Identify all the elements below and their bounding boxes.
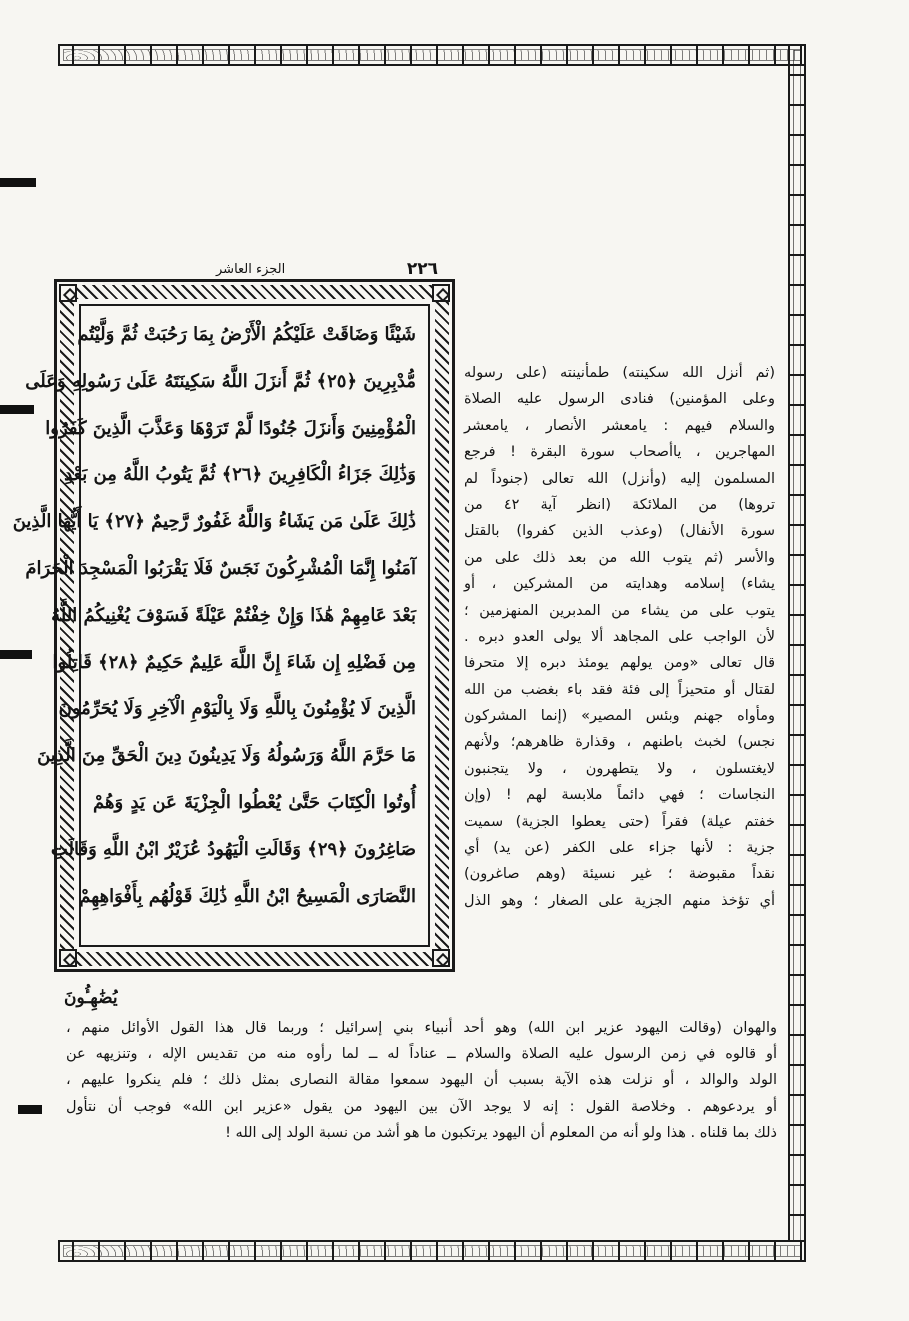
verse-line: أُوتُوا الْكِتَابَ حَتَّىٰ يُعْطُوا الْجِزْيَةَ عَن يَدٍ وَهُمْ (93, 791, 416, 813)
verse-line: الْمُؤْمِنِينَ وَأَنزَلَ جُنُودًا لَّمْ تَرَوْهَا وَعَذَّبَ الَّذِينَ كَفَرُوا (45, 417, 416, 439)
commentary-line: (ثم أنزل الله سكينته) طمأنينته (على رسوله (464, 365, 775, 381)
commentary-line: نقداً مقبوضة ؛ غير نسيئة (وهم صاغرون) (464, 866, 775, 883)
commentary-line: نجس) لخبث باطنهم ، وقذارة ظاهرهم؛ ولأنهم (464, 734, 775, 751)
verse-line: مَا حَرَّمَ اللَّهُ وَرَسُولُهُ وَلَا يَدِينُونَ دِينَ الْحَقِّ مِنَ الَّذِينَ (37, 745, 416, 767)
corner-ornament-icon (432, 949, 450, 967)
commentary-line: ومأواه جهنم وبئس المصير» (إنما المشركون (464, 708, 775, 725)
verse-line: مُّدْبِرِينَ ﴿٢٥﴾ ثُمَّ أَنزَلَ اللَّهُ سَكِينَتَهُ عَلَىٰ رَسُولِهِ وَعَلَى (25, 370, 416, 392)
page-number: ٢٢٦ (406, 259, 438, 279)
top-ornamental-border (58, 44, 806, 66)
juz-label: الجزء العاشر (216, 261, 286, 277)
commentary-line: المهاجرين ، ياأصحاب سورة البقرة ! فرجع (464, 444, 775, 461)
verse-line: آمَنُوا إِنَّمَا الْمُشْرِكُونَ نَجَسٌ فَلَا يَقْرَبُوا الْمَسْجِدَ الْحَرَامَ (25, 557, 416, 579)
commentary-line: أو قالوه في زمن الرسول عليه الصلاة والسلام ــ عناداً له ــ لما رأوه منه من تقديس الإله ، وتنزيهه عن (66, 1046, 777, 1063)
corner-ornament-icon (59, 949, 77, 967)
commentary-line: تروها) من الملائكة (انظر آية ٤٢ من (464, 496, 775, 513)
bottom-ornamental-border (58, 1240, 806, 1262)
commentary-line: المسلمون إليه (وأنزل) الله تعالى (جنوداً لم (464, 470, 775, 487)
commentary-line: والهوان (وقالت اليهود عزير ابن الله) وهو أحد أنبياء بني إسرائيل ؛ وربما قال هذا القول الأوائل منهم ، (66, 1020, 777, 1036)
commentary-line: سورة الأنفال) (وعذب الذين كفروا) بالقتل (464, 523, 775, 540)
verse-line: الَّذِينَ لَا يُؤْمِنُونَ بِاللَّهِ وَلَا بِالْيَوْمِ الْآخِرِ وَلَا يُحَرِّمُونَ (58, 698, 416, 720)
verse-line: ذَٰلِكَ عَلَىٰ مَن يَشَاءُ وَاللَّهُ غَفُورٌ رَّحِيمٌ ﴿٢٧﴾ يَا أَيُّهَا الَّذِينَ (12, 511, 416, 533)
verse-line: شَيْئًا وَضَاقَتْ عَلَيْكُمُ الْأَرْضُ بِمَا رَحُبَتْ ثُمَّ وَلَّيْتُم (77, 324, 416, 345)
commentary-line: والأسر (ثم يتوب الله من بعد ذلك على من (464, 549, 775, 566)
commentary-column (464, 360, 775, 914)
commentary-line: جزية : لأنها جزاء على الكفر (عن يد) أي (464, 840, 775, 857)
margin-scan-mark (0, 650, 32, 659)
commentary-line: لايغتسلون ، ولا يتطهرون ، ولا يتجنبون (464, 760, 775, 777)
commentary-line: أو يردعوهم . وخلاصة القول : إنه لا يوجد الآن بين اليهود من يقول «عزير ابن الله» فوجب أن نتأول (66, 1098, 777, 1115)
commentary-line: خفتم عيلة) فقراً (حتى يعطوا الجزية) سميت (464, 813, 775, 830)
verse-line: مِن فَضْلِهِ إِن شَاءَ إِنَّ اللَّهَ عَلِيمٌ حَكِيمٌ ﴿٢٨﴾ قَاتِلُوا (52, 651, 416, 673)
commentary-line: يشاء) إسلامه وهدايته من المشركين ، أو (464, 576, 775, 593)
commentary-line: الولد والوالد ، أو نزلت هذه الآية بسبب أن اليهود سمعوا مقالة النصارى بمثل ذلك ؛ فلم ينكروا عليهم ، (66, 1072, 777, 1089)
right-ornamental-border (788, 44, 806, 1262)
verse-line: وَذَٰلِكَ جَزَاءُ الْكَافِرِينَ ﴿٢٦﴾ ثُمَّ يَتُوبُ اللَّهُ مِن بَعْدِ (64, 464, 416, 486)
corner-ornament-icon (59, 284, 77, 302)
commentary-line: لأن الواجب على المجاهد ألا يولى العدو دبره . (464, 628, 775, 645)
verse-line: صَاغِرُونَ ﴿٢٩﴾ وَقَالَتِ الْيَهُودُ عُزَيْرٌ ابْنُ اللَّهِ وَقَالَتِ (50, 838, 416, 860)
verse-line: النَّصَارَى الْمَسِيحُ ابْنُ اللَّهِ ذَٰلِكَ قَوْلُهُم بِأَفْوَاهِهِمْ (79, 885, 416, 907)
commentary-line: ذلك بما قلناه . هذا ولو أنه من المعلوم أن اليهود يرتكبون ما هو أشد من نسبة الولد إلى الله ! (225, 1124, 777, 1141)
commentary-line: النجاسات ؛ فهي دائماً ملابسة لهم ! (وإن (464, 787, 775, 804)
commentary-line: والسلام فيهم : يامعشر الأنصار ، يامعشر (464, 417, 775, 434)
quran-text-frame (12, 279, 455, 972)
margin-scan-mark (18, 1105, 42, 1114)
margin-scan-mark (0, 178, 36, 187)
commentary-line: يتوب على من يشاء من المدبرين المنهزمين ؛ (464, 602, 775, 619)
quran-verses (12, 304, 430, 947)
margin-scan-mark (0, 405, 34, 414)
commentary-line: أي تؤخذ منهم الجزية على الصغار ؛ وهو الذل (464, 892, 775, 909)
corner-ornament-icon (432, 284, 450, 302)
verse-line: بَعْدَ عَامِهِمْ هَٰذَا وَإِنْ خِفْتُمْ عَيْلَةً فَسَوْفَ يُغْنِيكُمُ اللَّهُ (51, 604, 416, 626)
catchword: يُضَٰهِـُٔونَ (64, 988, 118, 1008)
page-header (216, 258, 438, 280)
commentary-line: قال تعالى «ومن يولهم يومئذ دبره إلا متحرفا (464, 655, 775, 672)
commentary-line: لقتال أو متحيزاً إلى فئة فقد باء بغضب من الله (464, 681, 775, 698)
commentary-continuation (66, 1015, 777, 1146)
commentary-line: وعلى المؤمنين) فنادى الرسول عليه الصلاة (464, 391, 775, 408)
